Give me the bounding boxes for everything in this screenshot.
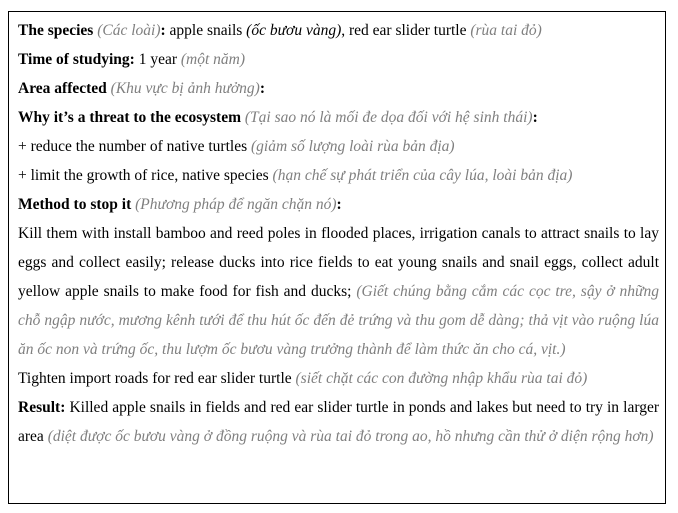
- area-colon: :: [259, 80, 266, 97]
- info-table: [8, 11, 666, 504]
- method-paragraph: [18, 219, 659, 364]
- threat-row: [18, 103, 659, 132]
- method-text: Kill them with install bamboo and reed poles in flooded places, irrigation canals to attract snails to lay eggs and collect easily; release ducks into rice fields to eat young snails and snail eggs, collect adult yellow apple snails to make food for fish and ducks;: [18, 225, 659, 300]
- result-paragraph: [18, 393, 659, 451]
- threat-point-text: + limit the growth of rice, native species: [18, 167, 273, 184]
- threat-colon: :: [532, 109, 538, 126]
- threat-label: Why it’s a threat to the ecosystem: [18, 109, 241, 126]
- threat-point-text-vi: (hạn chế sự phát triển của cây lúa, loài bản địa): [272, 167, 573, 184]
- time-value-vi: (một năm): [180, 51, 246, 68]
- threat-point-text-vi: (giảm số lượng loài rùa bản địa): [250, 138, 455, 155]
- threat-point-text: + reduce the number of native turtles: [18, 138, 251, 155]
- method-extra-text-vi: (siết chặt các con đường nhập khẩu rùa tai đỏ): [295, 370, 588, 387]
- method-extra-row: [18, 364, 659, 393]
- species-label: The species: [18, 22, 94, 39]
- method-row: [18, 190, 659, 219]
- result-text: Killed apple snails in fields and red ear slider turtle in ponds and lakes but need to try in larger area: [18, 399, 659, 445]
- threat-point: [18, 161, 659, 190]
- species-value-a-vi: (ốc bươu vàng): [246, 22, 342, 39]
- method-text-vi: (Giết chúng bằng cắm các cọc tre, sậy ở những chỗ ngập nước, mương kênh tưới để thu hút ốc đến đẻ trứng và thu gom dễ dàng; thả vịt vào ruộng lúa ăn ốc non và trứng ốc, thu lượm ốc bươu vàng trưởng thành để làm thức ăn cho cá, vịt.): [18, 283, 659, 358]
- method-extra-text: Tighten import roads for red ear slider turtle: [18, 370, 296, 387]
- species-colon: :: [160, 22, 170, 39]
- method-colon: :: [336, 196, 342, 213]
- result-label: Result:: [18, 399, 66, 416]
- species-row: [18, 16, 659, 45]
- threat-label-vi: (Tại sao nó là mối đe dọa đối với hệ sinh thái): [244, 109, 533, 126]
- method-label-vi: (Phương pháp để ngăn chặn nó): [135, 196, 337, 213]
- time-label: Time of studying:: [18, 51, 135, 68]
- method-label: Method to stop it: [18, 196, 132, 213]
- time-value: 1 year: [134, 51, 181, 68]
- species-value-a: apple snails: [169, 22, 247, 39]
- result-text-vi: (diệt được ốc bươu vàng ở đồng ruộng và rùa tai đỏ trong ao, hồ nhưng cần thử ở diện rộng hơn): [47, 428, 654, 445]
- time-row: [18, 45, 659, 74]
- species-value-b: , red ear slider turtle: [341, 22, 471, 39]
- area-row: [18, 74, 659, 103]
- species-label-vi: (Các loài): [97, 22, 161, 39]
- area-label-vi: (Khu vực bị ảnh hưởng): [110, 80, 260, 97]
- area-label: Area affected: [18, 80, 107, 97]
- threat-point: [18, 132, 659, 161]
- species-value-b-vi: (rùa tai đỏ): [470, 22, 542, 39]
